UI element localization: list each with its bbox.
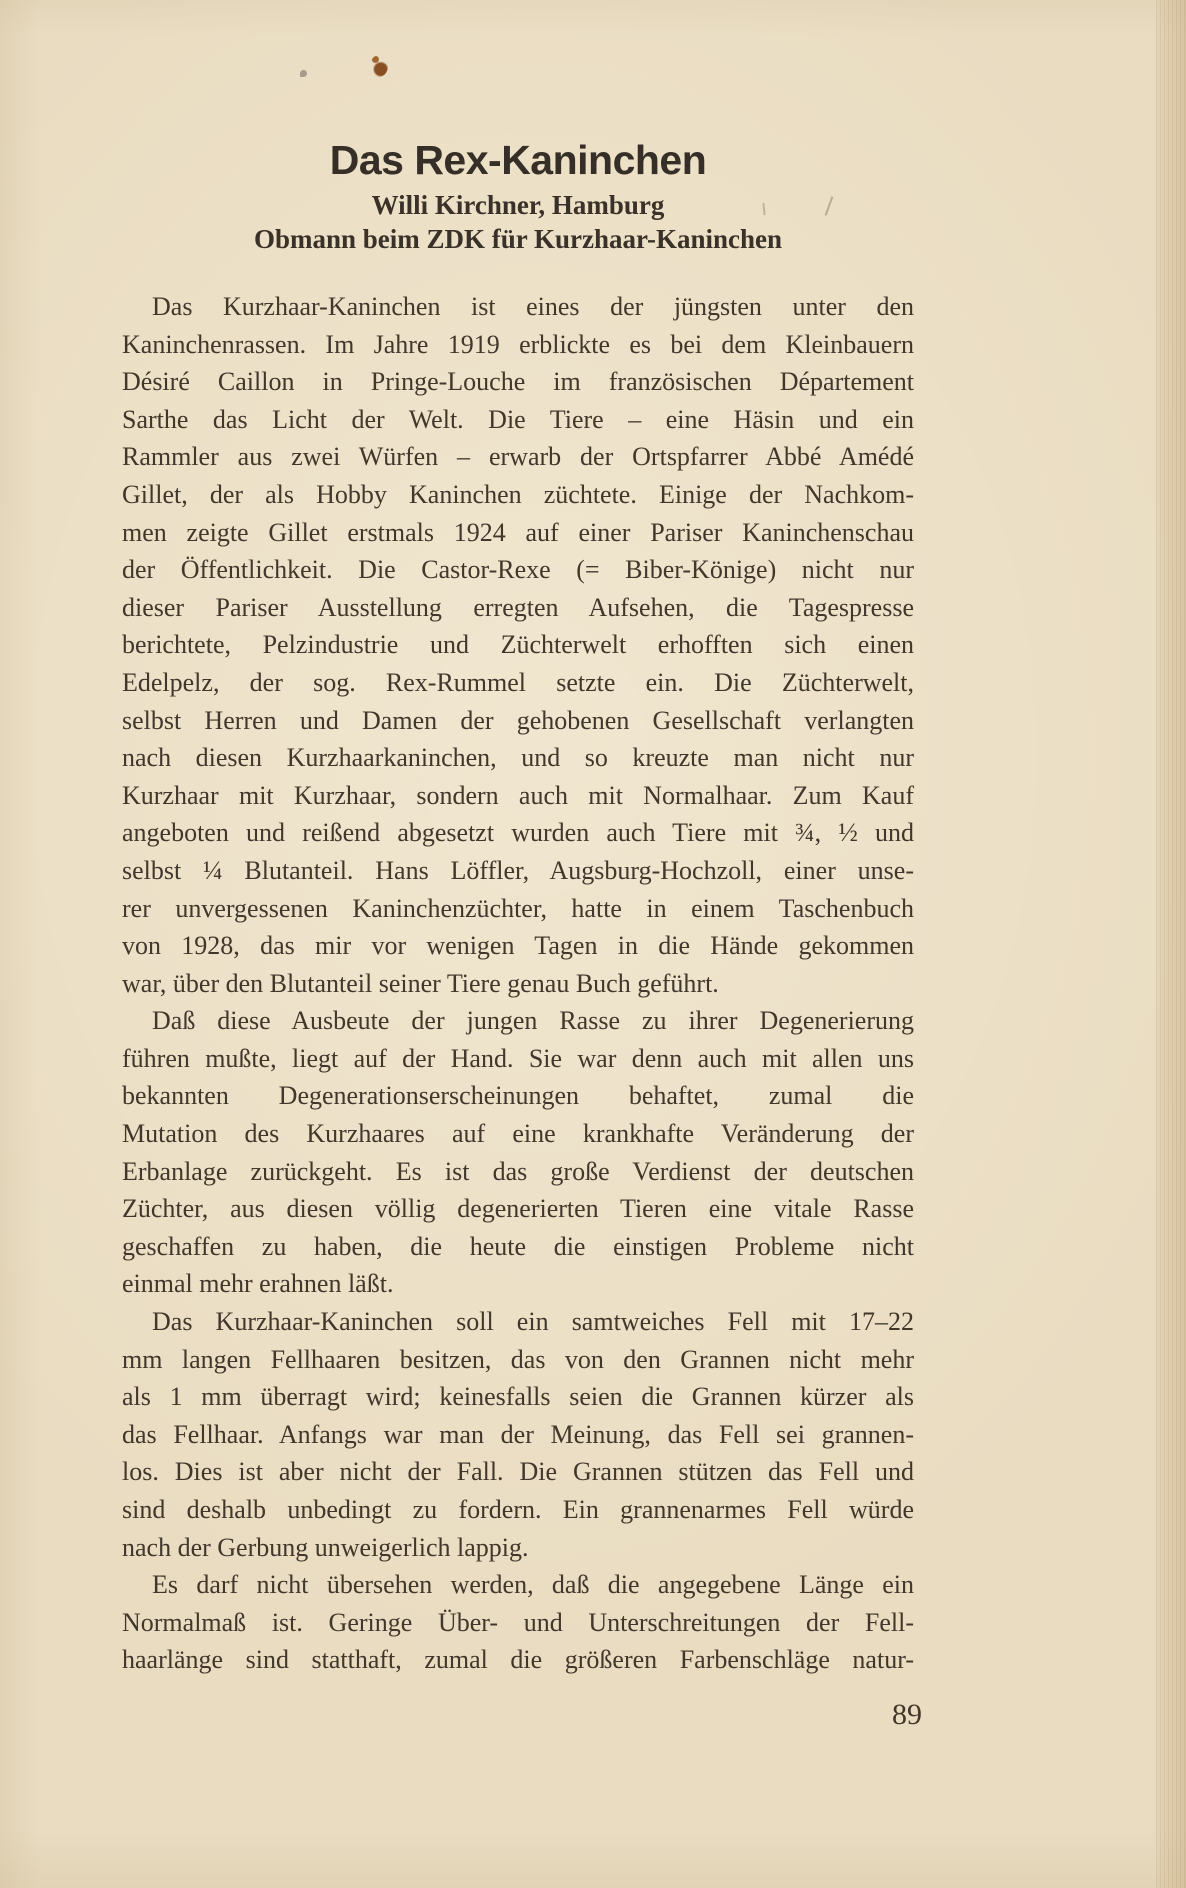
paragraph [122, 1566, 914, 1679]
text-line: Das Kurzhaar-Kaninchen soll ein samtweiches Fell mit 17–22 [152, 1307, 914, 1337]
text-line: bekannten Degenerationserscheinungen behaftet, zumal die [122, 1081, 914, 1111]
body-text [122, 288, 914, 1679]
text-line: der Öffentlichkeit. Die Castor-Rexe (= Biber-Könige) nicht nur [122, 555, 914, 585]
paper-speck [300, 70, 307, 77]
byline-role: Obmann beim ZDK für Kurzhaar-Kaninchen [253, 224, 783, 254]
text-line: selbst Herren und Damen der gehobenen Gesellschaft verlangten [122, 705, 914, 735]
text-line: Daß diese Ausbeute der jungen Rasse zu ihrer Degenerierung [152, 1006, 914, 1036]
chapter-title: Das Rex-Kaninchen [329, 137, 707, 184]
text-line: rer unvergessenen Kaninchenzüchter, hatte in einem Taschenbuch [122, 893, 914, 923]
text-line: geschaffen zu haben, die heute die einstigen Probleme nicht [122, 1231, 914, 1261]
text-line: einmal mehr erahnen läßt. [122, 1269, 394, 1299]
text-line: war, über den Blutanteil seiner Tiere genau Buch geführt. [122, 968, 719, 998]
paragraph [122, 288, 914, 1002]
text-line: Es darf nicht übersehen werden, daß die angegebene Länge ein [152, 1570, 914, 1600]
text-line: haarlänge sind statthaft, zumal die größeren Farbenschläge natur- [122, 1645, 914, 1675]
text-line: Rammler aus zwei Würfen – erwarb der Ortspfarrer Abbé Amédé [122, 442, 914, 472]
text-line: das Fellhaar. Anfangs war man der Meinung, das Fell sei grannen- [122, 1419, 914, 1449]
page-number: 89 [892, 1698, 922, 1731]
text-line: Kurzhaar mit Kurzhaar, sondern auch mit Normalhaar. Zum Kauf [122, 780, 914, 810]
text-line: Gillet, der als Hobby Kaninchen züchtete. Einige der Nachkom- [122, 479, 914, 509]
text-line: dieser Pariser Ausstellung erregten Aufsehen, die Tagespresse [122, 592, 914, 622]
text-line: selbst ¼ Blutanteil. Hans Löffler, Augsburg-Hochzoll, einer unse- [122, 855, 914, 885]
text-line: von 1928, das mir vor wenigen Tagen in die Hände gekommen [122, 931, 914, 961]
text-line: Normalmaß ist. Geringe Über- und Unterschreitungen der Fell- [122, 1607, 914, 1637]
text-line: angeboten und reißend abgesetzt wurden auch Tiere mit ¾, ½ und [122, 818, 914, 848]
paragraph [122, 1303, 914, 1566]
text-line: nach der Gerbung unweigerlich lappig. [122, 1532, 529, 1562]
text-line: als 1 mm überragt wird; keinesfalls seien die Grannen kürzer als [122, 1382, 914, 1412]
byline [122, 188, 914, 256]
text-line: Mutation des Kurzhaares auf eine krankhafte Veränderung der [122, 1119, 914, 1149]
text-line: berichtete, Pelzindustrie und Züchterwelt erhofften sich einen [122, 630, 914, 660]
text-line: Sarthe das Licht der Welt. Die Tiere – eine Häsin und ein [122, 404, 914, 434]
paragraph [122, 1002, 914, 1303]
text-line: nach diesen Kurzhaarkaninchen, und so kreuzte man nicht nur [122, 743, 914, 773]
text-line: Das Kurzhaar-Kaninchen ist eines der jüngsten unter den [152, 292, 914, 321]
text-line: Erbanlage zurückgeht. Es ist das große Verdienst der deutschen [122, 1156, 914, 1186]
text-line: sind deshalb unbedingt zu fordern. Ein grannenarmes Fell würde [122, 1495, 914, 1524]
text-line: führen mußte, liegt auf der Hand. Sie war denn auch mit allen uns [122, 1043, 914, 1073]
text-line: men zeigte Gillet erstmals 1924 auf einer Pariser Kaninchenschau [122, 517, 914, 547]
page-edge-shadow [1156, 0, 1186, 1888]
text-line: Désiré Caillon in Pringe-Louche im französischen Département [122, 367, 914, 397]
text-line: Edelpelz, der sog. Rex-Rummel setzte ein. Die Züchterwelt, [122, 667, 914, 697]
byline-author: Willi Kirchner, Hamburg [371, 190, 665, 220]
text-line: Kaninchenrassen. Im Jahre 1919 erblickte es bei dem Kleinbauern [122, 329, 914, 359]
text-line: los. Dies ist aber nicht der Fall. Die Grannen stützen das Fell und [122, 1457, 914, 1487]
text-line: mm langen Fellhaaren besitzen, das von den Grannen nicht mehr [122, 1344, 914, 1374]
paper-stain [370, 55, 388, 77]
text-line: Züchter, aus diesen völlig degenerierten Tieren eine vitale Rasse [122, 1194, 914, 1224]
